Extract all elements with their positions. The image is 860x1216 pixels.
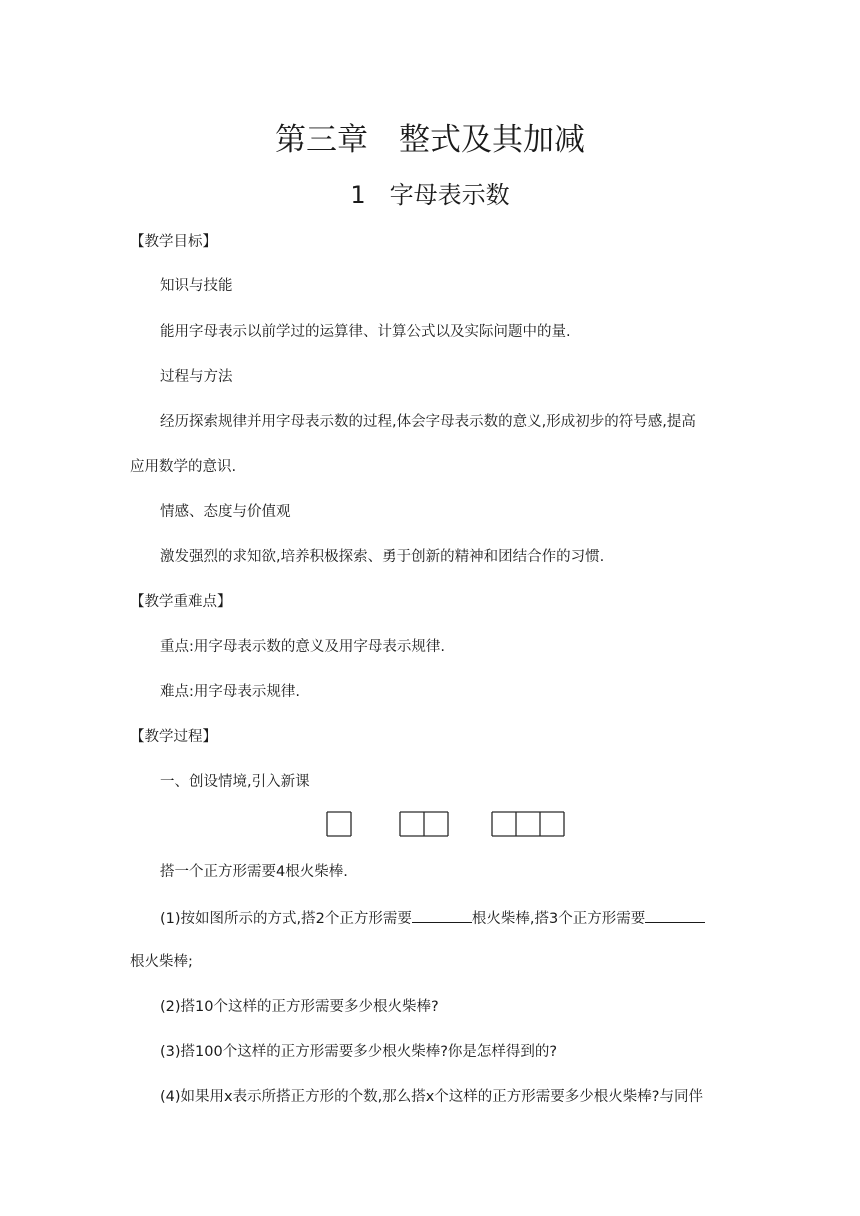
question-1-continued: 根火柴棒; — [130, 954, 193, 970]
question-2: (2)搭10个这样的正方形需要多少根火柴棒? — [160, 999, 439, 1015]
part-one-heading: 一、创设情境,引入新课 — [160, 774, 310, 790]
square-group-3 — [492, 812, 564, 836]
square-group-1 — [327, 812, 351, 836]
answer-blank-2[interactable] — [645, 907, 705, 923]
question-4: (4)如果用x表示所搭正方形的个数,那么搭x个这样的正方形需要多少根火柴棒?与同伴 — [160, 1089, 704, 1105]
objectives-header: 【教学目标】 — [130, 234, 217, 250]
section-title: 1 字母表示数 — [350, 181, 510, 209]
process-label: 过程与方法 — [160, 369, 233, 385]
emotion-label: 情感、态度与价值观 — [160, 504, 291, 520]
chapter-title: 第三章 整式及其加减 — [275, 122, 585, 158]
answer-blank-1[interactable] — [412, 907, 472, 923]
process-text-line1: 经历探索规律并用字母表示数的过程,体会字母表示数的意义,形成初步的符号感,提高 — [160, 414, 696, 430]
question-1-part-b: 根火柴棒,搭3个正方形需要 — [471, 911, 646, 927]
process-text-line2: 应用数学的意识. — [130, 459, 237, 475]
key-point: 重点:用字母表示数的意义及用字母表示规律. — [160, 639, 445, 655]
question-1-part-a: (1)按如图所示的方式,搭2个正方形需要 — [160, 911, 412, 927]
matchstick-groups — [327, 812, 564, 836]
emotion-text: 激发强烈的求知欲,培养积极探索、勇于创新的精神和团结合作的习惯. — [160, 549, 605, 565]
knowledge-label: 知识与技能 — [160, 278, 233, 294]
matchstick-figure — [320, 809, 570, 841]
question-3: (3)搭100个这样的正方形需要多少根火柴棒?你是怎样得到的? — [160, 1044, 558, 1060]
matchstick-intro: 搭一个正方形需要4根火柴棒. — [160, 864, 348, 880]
keypoints-header: 【教学重难点】 — [130, 594, 232, 610]
teaching-process-header: 【教学过程】 — [130, 729, 217, 745]
difficult-point: 难点:用字母表示规律. — [160, 684, 300, 700]
question-1 — [160, 907, 705, 929]
knowledge-text: 能用字母表示以前学过的运算律、计算公式以及实际问题中的量. — [160, 324, 571, 340]
square-group-2 — [400, 812, 448, 836]
